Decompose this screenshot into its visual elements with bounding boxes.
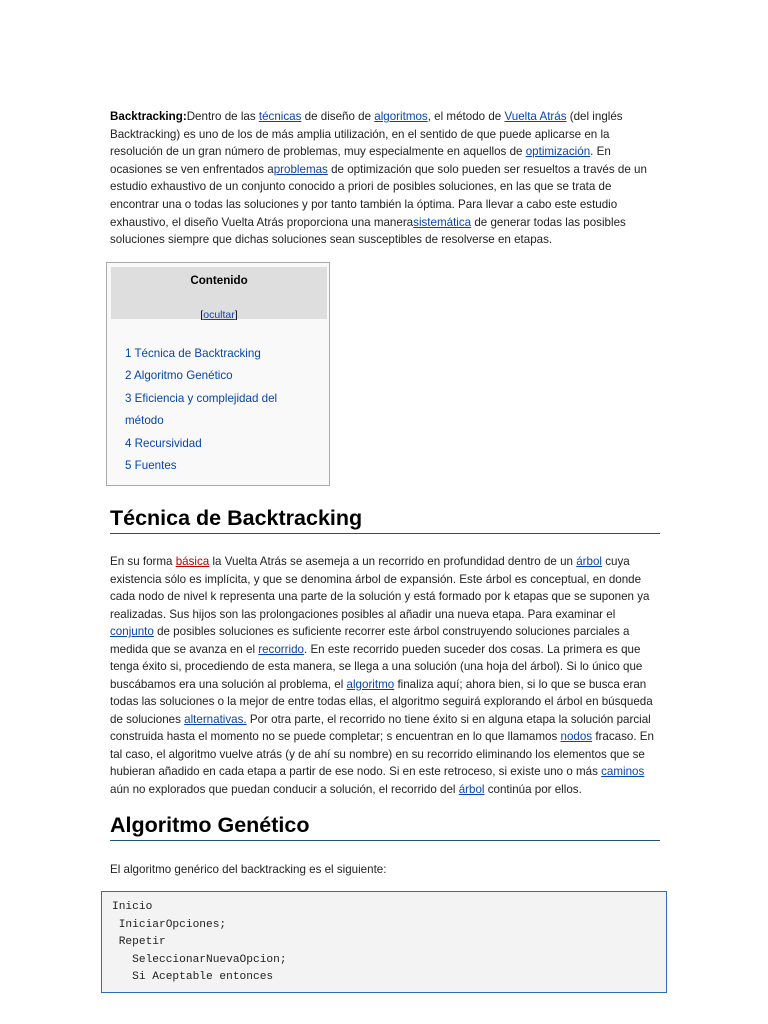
toc-title: Contenido bbox=[190, 274, 248, 287]
section-heading-tecnica: Técnica de Backtracking bbox=[110, 505, 660, 534]
code-block bbox=[101, 891, 667, 993]
section-heading-algoritmo: Algoritmo Genético bbox=[110, 812, 660, 841]
code-line: SeleccionarNuevaOpcion; bbox=[112, 954, 287, 966]
link-recorrido[interactable]: recorrido bbox=[258, 642, 304, 656]
link-arbol-2[interactable]: árbol bbox=[458, 782, 485, 796]
link-tecnicas[interactable]: técnicas bbox=[258, 110, 302, 123]
intro-paragraph: Backtracking:Dentro de las técnicas de diseño de algoritmos, el método de Vuelta Atrás (del inglés Backtracking) es uno de los de más amplia utilización, en el sentido de que puede aplicarse en la resolución de un gran número de problemas, muy especialmente en aquellos de optimización. En ocasiones se ven enfrentados aproblemas de optimización que solo pueden ser resueltos a través de un estudio exhaustivo de un conjunto conocido a priori de posibles soluciones, en las que se trata de encontrar una o todas las soluciones y por tanto también la óptima. Para llevar a cabo este estudio exhaustivo, el diseño Vuelta Atrás proporciona una manerasistemática de generar todas las posibles soluciones siempre que dichas soluciones sean susceptibles de resolverse en etapas. bbox=[110, 110, 647, 247]
intro-term: Backtracking: bbox=[110, 110, 187, 123]
toc-item-recursividad[interactable]: 4 Recursividad bbox=[125, 436, 202, 450]
code-line: Repetir bbox=[112, 936, 166, 948]
code-line: Si Aceptable entonces bbox=[112, 971, 274, 983]
toc-item-fuentes[interactable]: 5 Fuentes bbox=[125, 459, 177, 473]
link-arbol[interactable]: árbol bbox=[576, 555, 602, 568]
link-problemas[interactable]: problemas bbox=[273, 162, 328, 176]
toc-header bbox=[111, 267, 327, 319]
link-alternativas[interactable]: alternativas. bbox=[184, 712, 247, 726]
link-sistematica[interactable]: sistemática bbox=[413, 215, 472, 229]
section1-paragraph: En su forma básica la Vuelta Atrás se asemeja a un recorrido en profundidad dentro de un árbol cuya existencia sólo es implícita, y que se denomina árbol de expansión. Este árbol es conceptual, en donde cada nodo de nivel k representa una parte de la solución y está formado por k etapas que se suponen ya realizadas. Sus hijos son las prolongaciones posibles al añadir una nueva etapa. Para examinar el conjunto de posibles soluciones es suficiente recorrer este árbol construyendo soluciones parciales a medida que se avanza en el recorrido. En este recorrido pueden suceder dos cosas. La primera es que tenga éxito si, procediendo de esta manera, se llega a una solución (una hoja del árbol). Si lo único que buscábamos era una solución al problema, el algoritmo finaliza aquí; ahora bien, si lo que se busca eran todas las soluciones o la mejor de entre todas ellas, el algoritmo seguirá explorando el árbol en búsqueda de soluciones alternativas. Por otra parte, el recorrido no tiene éxito si en alguna etapa la solución parcial construida hasta el momento no se puede completar; s encuentran en lo que llamamos nodos fracaso. En tal caso, el algoritmo vuelve atrás (y de ahí su nombre) en su recorrido eliminando los elementos que se hubieran añadido en cada etapa a partir de ese nodo. Si en este retroceso, si existe uno o más caminos aún no explorados que puedan conducir a solución, el recorrido del árbol continúa por ellos. bbox=[110, 555, 654, 796]
code-line: Inicio bbox=[112, 901, 153, 913]
link-vuelta-atras[interactable]: Vuelta Atrás bbox=[504, 110, 567, 123]
toc-toggle: [ocultar] bbox=[200, 309, 238, 321]
link-algoritmo[interactable]: algoritmo bbox=[346, 677, 395, 691]
link-conjunto[interactable]: conjunto bbox=[110, 625, 154, 638]
toc-item-algoritmo[interactable]: 2 Algoritmo Genético bbox=[125, 369, 233, 383]
toc-list bbox=[125, 343, 315, 477]
toc-item-eficiencia[interactable]: 3 Eficiencia y complejidad del método bbox=[125, 391, 278, 428]
section2-paragraph: El algoritmo genérico del backtracking es el siguiente: bbox=[110, 863, 387, 876]
link-optimizacion[interactable]: optimización bbox=[525, 145, 591, 159]
toc-item-tecnica[interactable]: 1 Técnica de Backtracking bbox=[125, 347, 261, 360]
link-algoritmos[interactable]: algoritmos bbox=[374, 110, 428, 123]
link-basica[interactable]: básica bbox=[175, 555, 210, 568]
toc-hide-link[interactable]: ocultar bbox=[203, 309, 235, 321]
code-line: IniciarOpciones; bbox=[112, 919, 227, 931]
link-nodos[interactable]: nodos bbox=[560, 730, 593, 743]
table-of-contents bbox=[106, 262, 330, 486]
link-caminos[interactable]: caminos bbox=[601, 765, 645, 778]
